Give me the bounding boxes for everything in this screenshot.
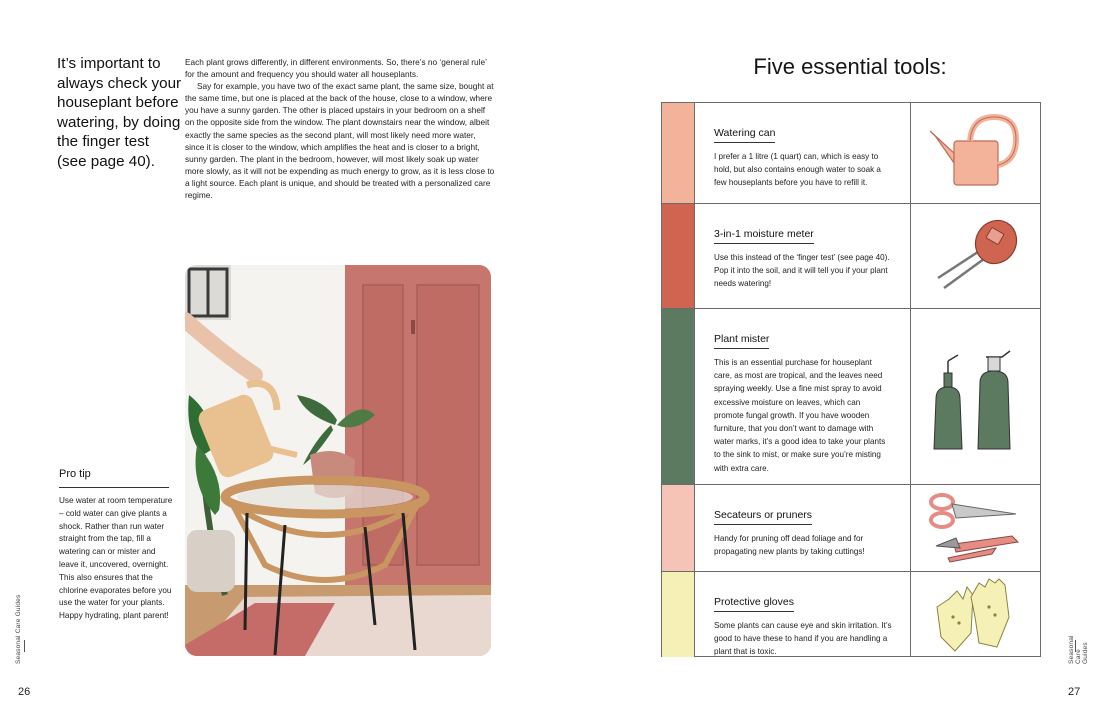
secateurs-icon [912, 485, 1040, 571]
tool-text [695, 572, 911, 657]
tool-row-plant-mister [662, 309, 1040, 485]
tool-text [695, 103, 911, 203]
page-number-right: 27 [1068, 686, 1081, 698]
tool-swatch [662, 572, 695, 657]
tool-name: Secateurs or pruners [714, 509, 812, 525]
tool-description: Some plants can cause eye and skin irritation. It’s good to have these to hand if you are handling a plant that is toxic. [714, 621, 892, 657]
intro-paragraph: Each plant grows differently, in different environments. So, there’s no ‘general rule’ for the amount and frequency you should water all houseplants. [185, 57, 487, 80]
tool-row-gloves [662, 572, 1040, 657]
running-head-left: Seasonal Care Guides [15, 594, 22, 664]
tool-swatch [662, 204, 695, 308]
tool-name: Protective gloves [714, 596, 794, 612]
intro-paragraph: Say for example, you have two of the exact same plant, the same size, bought at the same time, but one is placed at the back of the house, close to a window, where you have a sunny garden. The other is placed upstairs in your bedroom on a shelf on the opposite side from the window. The plant downstairs near the window, albeit exactly the same species as the second plant, will most likely need more water, since it is closer to the window, which amplifies the heat and is closer to a bright, sunny garden. The plant in the bedroom, however, will most likely soak up water more slowly, as it will not be expending as much energy to grow, as it is less close to a light source. Each plant is unique, and should be treated with a personalized care regime. [185, 81, 495, 201]
tool-swatch [662, 103, 695, 203]
tool-name: Plant mister [714, 333, 769, 349]
tools-table [661, 102, 1041, 657]
moisture-meter-icon [912, 204, 1040, 308]
tools-title: Five essential tools: [753, 54, 947, 79]
watering-plant-photo [185, 265, 491, 656]
tool-row-moisture-meter [662, 204, 1040, 309]
gloves-icon [912, 572, 1040, 657]
tool-description: Use this instead of the ‘finger test’ (see page 40). Pop it into the soil, and it will tell you if your plant needs watering! [714, 253, 890, 289]
tool-description: I prefer a 1 litre (1 quart) can, which is easy to hold, but also contains enough water to soak a few houseplants before you have to refill it. [714, 152, 881, 188]
tool-swatch [662, 485, 695, 571]
tool-swatch [662, 309, 695, 484]
pro-tip-body: Use water at room temperature – cold water can give plants a shock. Rather than run water straight from the tap, fill a watering can or mister and leave it, uncovered, overnight. This also ensures that the chlorine evaporates before you use the water for your plants. Happy hydrating, plant parent! [59, 496, 173, 621]
tool-name: 3-in-1 moisture meter [714, 228, 814, 244]
pro-tip-title: Pro tip [59, 468, 169, 488]
tool-row-watering-can [662, 103, 1040, 204]
tool-description: Handy for pruning off dead foliage and for propagating new plants by taking cuttings! [714, 534, 865, 557]
tool-row-secateurs [662, 485, 1040, 572]
intro-text [185, 56, 495, 201]
page-number-left: 26 [18, 686, 31, 698]
plant-mister-icon [912, 309, 1040, 484]
tool-description: This is an essential purchase for houseplant care, as most are tropical, and the leaves need spraying weekly. Use a fine mist spray to avoid excessive moisture on leaves, which can promote fungal growth. If you have wooden furniture, that you don’t want to damage with water marks, it’s a good idea to take your plants to the sink to mist, or make sure you’re misting with extra care. [714, 358, 886, 473]
tool-name: Watering can [714, 127, 775, 143]
tool-text [695, 204, 911, 308]
pull-quote: It’s important to always check your houseplant before watering, by doing the finger test (see page 40). [57, 55, 182, 170]
tool-text [695, 485, 911, 571]
running-head-right: Seasonal Care Guides [1068, 635, 1089, 664]
running-head-rule [24, 640, 25, 652]
tool-text [695, 309, 911, 484]
watering-can-icon [912, 103, 1040, 203]
